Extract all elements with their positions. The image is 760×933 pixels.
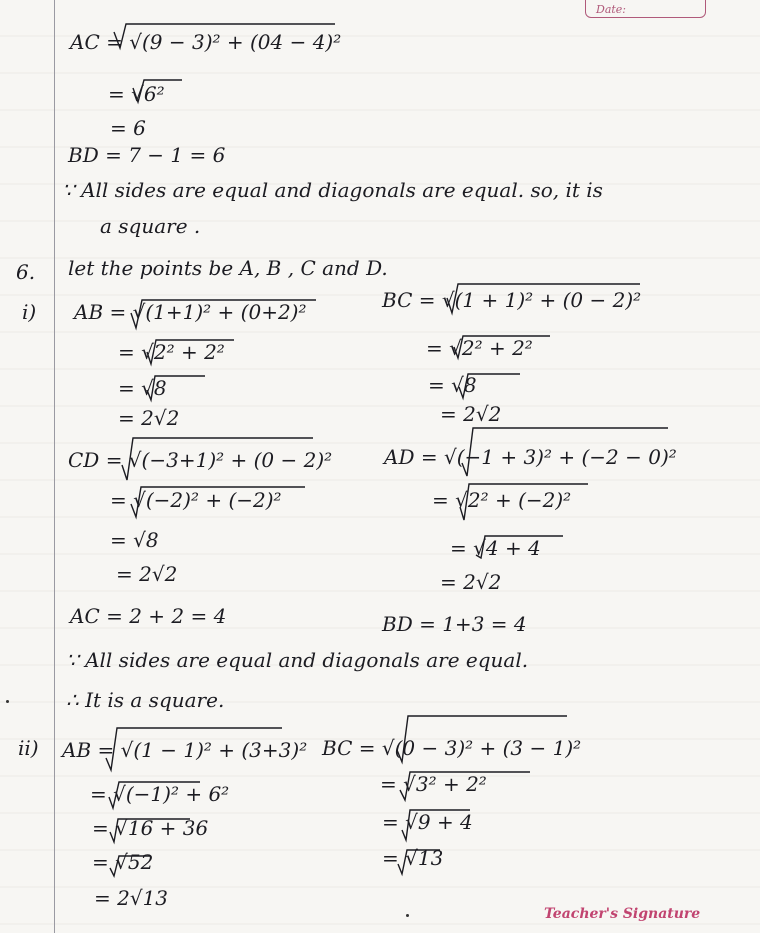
part-i-ac: AC = 2 + 2 = 4	[70, 604, 227, 628]
part-ii-ab-line-1: AB = √(1 − 1)² + (3+3)²	[62, 738, 308, 762]
question-number: 6.	[16, 260, 36, 284]
conclusion-a-line-1: ∵ All sides are equal and diagonals are equal. so, it is	[62, 178, 603, 202]
part-i-cd-line-3: = √8	[110, 528, 159, 552]
part-i-ad-line-3: = √4 + 4	[450, 536, 541, 560]
part-ii-bc-line-1: BC = √(0 − 3)² + (3 − 1)²	[322, 736, 582, 760]
part-ii-ab-line-2: = √(−1)² + 6²	[90, 782, 230, 806]
part-ii-ab-line-5: = 2√13	[94, 886, 169, 910]
part-ii-bc-line-2: = √3² + 2²	[380, 772, 487, 796]
part-ii-label: ii)	[18, 736, 39, 760]
part-i-cd-line-2: = √(−2)² + (−2)²	[110, 488, 282, 512]
teacher-signature-label: Teacher's Signature	[544, 906, 701, 922]
part-i-bc-line-2: = √2² + 2²	[426, 336, 533, 360]
conclusion-a-line-2: a square .	[100, 214, 201, 238]
part-i-ad-line-4: = 2√2	[440, 570, 502, 594]
part-i-ad-line-2: = √2² + (−2)²	[432, 488, 572, 512]
part-i-ab-line-3: = √8	[118, 376, 167, 400]
part-i-ab-line-1: AB = √(1+1)² + (0+2)²	[74, 300, 307, 324]
part-i-ad-line-1: AD = √(−1 + 3)² + (−2 − 0)²	[384, 445, 677, 469]
part-ii-ab-line-4: = √52	[92, 850, 154, 874]
ac-line-3: = 6	[110, 116, 146, 140]
part-i-label: i)	[22, 300, 37, 324]
part-ii-bc-line-3: = √9 + 4	[382, 810, 473, 834]
part-i-bd: BD = 1+3 = 4	[382, 612, 527, 636]
part-i-ab-line-2: = √2² + 2²	[118, 340, 225, 364]
date-label: Date:	[596, 3, 627, 16]
part-ii-ab-line-3: = √16 + 36	[92, 816, 209, 840]
question-intro: let the points be A, B , C and D.	[68, 256, 388, 280]
stray-mark	[6, 700, 9, 703]
part-i-bc-line-4: = 2√2	[440, 402, 502, 426]
stray-dot	[406, 914, 409, 917]
part-ii-bc-line-4: = √13	[382, 846, 444, 870]
ac-line-2: = √6²	[108, 82, 165, 106]
part-i-conclusion-1: ∵ All sides are equal and diagonals are equal.	[66, 648, 529, 672]
part-i-cd-line-1: CD = √(−3+1)² + (0 − 2)²	[68, 448, 333, 472]
part-i-ab-line-4: = 2√2	[118, 406, 180, 430]
part-i-cd-line-4: = 2√2	[116, 562, 178, 586]
part-i-bc-line-3: = √8	[428, 373, 477, 397]
part-i-conclusion-2: ∴ It is a square.	[66, 688, 225, 712]
part-i-bc-line-1: BC = √(1 + 1)² + (0 − 2)²	[382, 288, 642, 312]
bd-line: BD = 7 − 1 = 6	[68, 143, 226, 167]
ac-line-1: AC = √(9 − 3)² + (04 − 4)²	[70, 30, 342, 54]
